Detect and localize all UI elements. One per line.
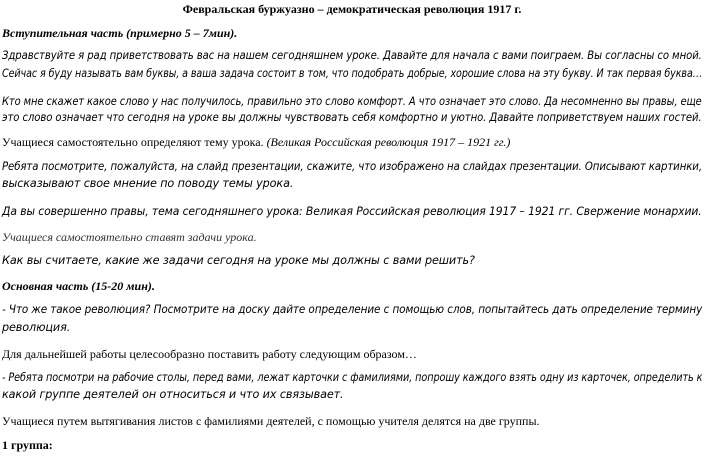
topic-prefix: Учащиеся самостоятельно определяют тему урока.	[2, 135, 267, 149]
word-line-2: это слово означает что сегодня на уроке вы должны чувствовать себя комфортно и уютно. Давайте поприветствуем наших гостей.	[2, 111, 702, 124]
revolution-line-1: - Что же такое революция? Посмотрите на доску дайте определение с помощью слов, попытайтесь дать определение термину	[2, 303, 703, 316]
group-1-heading: 1 группа:	[2, 438, 53, 452]
topic-name: (Великая Российская революция 1917 – 1921 гг.)	[266, 135, 511, 149]
slides-line-2: высказывают свое мнение по поводу темы урока.	[2, 177, 294, 190]
intro-heading: Вступительная часть (примерно 5 – 7мин).	[2, 26, 238, 40]
cards-line-1: - Ребята посмотри на рабочие столы, перед вами, лежат карточки с фамилиями, попрошу каждого взять одну из карточек, определить к	[2, 371, 703, 384]
lesson-topic-line: Да вы совершенно правы, тема сегодняшнего урока: Великая Российская революция 1917 – 1921 гг. Свержение монархии.	[2, 205, 702, 218]
work-note: Для дальнейшей работы целесообразно поставить работу следующим образом…	[2, 347, 417, 361]
slides-line-1: Ребята посмотрите, пожалуйста, на слайд презентации, скажите, что изображено на слайдах презентации. Описывают картинки,	[2, 160, 702, 173]
document-title: Февральская буржуазно – демократическая революция 1917 г.	[182, 2, 522, 16]
word-line-1: Кто мне скажет какое слово у нас получилось, правильно это слово комфорт. А что означает это слово. Да несомненно вы правы, еще	[2, 95, 702, 108]
greeting-line-2: Сейчас я буду называть вам буквы, а ваша задача состоит в том, что подобрать добрые, хорошие слова на эту букву. И так первая буква…	[2, 67, 703, 80]
revolution-line-2: революция.	[2, 321, 71, 334]
groups-note: Учащиеся путем вытягивания листов с фамилиями деятелей, с помощью учителя делятся на две группы.	[2, 414, 540, 428]
greeting-line-1: Здравствуйте я рад приветствовать вас на нашем сегодняшнем уроке. Давайте для начала с вами поиграем. Вы согласны со мной.	[2, 49, 702, 62]
cards-line-2: какой группе деятелей он относиться и что их связывает.	[2, 388, 344, 401]
goals-note: Учащиеся самостоятельно ставят задачи урока.	[2, 230, 257, 244]
main-heading: Основная часть (15-20 мин).	[2, 279, 155, 293]
topic-line	[2, 135, 510, 150]
goals-question: Как вы считаете, какие же задачи сегодня на уроке мы должны с вами решить?	[2, 254, 475, 267]
